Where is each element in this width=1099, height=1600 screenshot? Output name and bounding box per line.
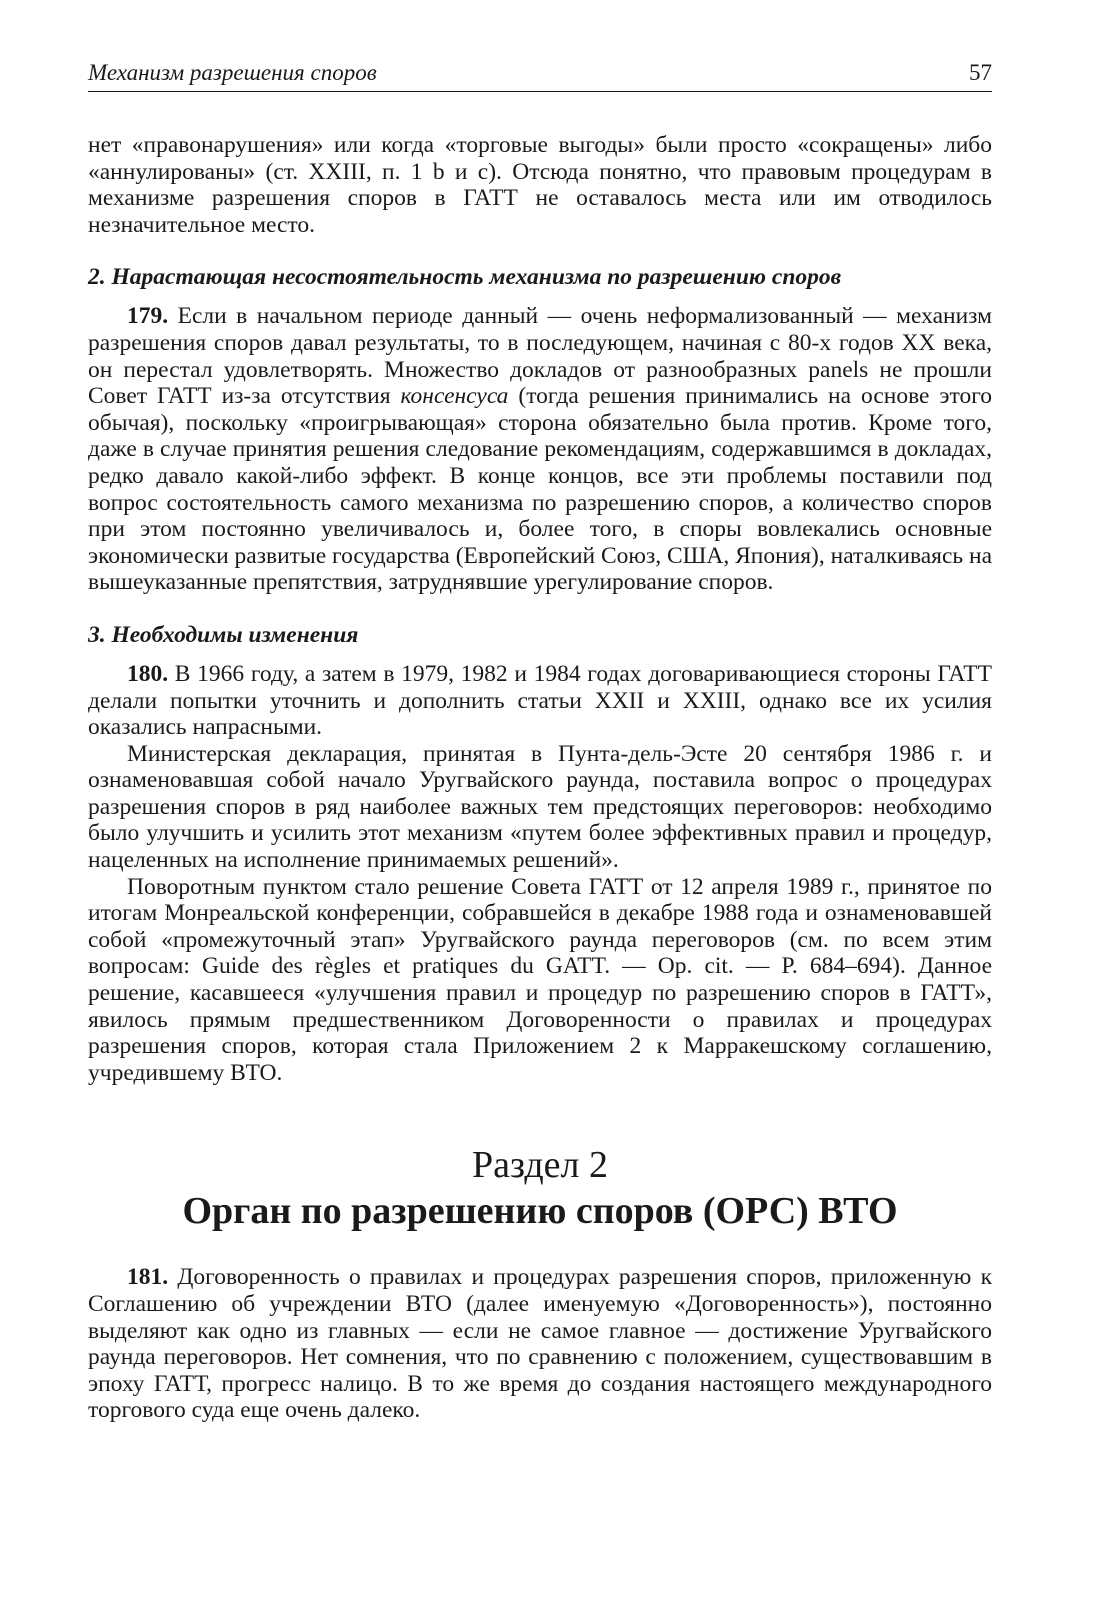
paragraph-181 [88,1264,992,1424]
paragraph-number: 180. [127,660,169,687]
page-number: 57 [969,60,992,85]
paragraph-number: 181. [127,1264,169,1291]
section-heading-2: 2. Нарастающая несостоятельность механизма по разрешению споров [88,264,842,291]
part-title [88,1142,992,1234]
paragraph-180-c: Поворотным пунктом стало решение Совета ГАТТ от 12 апреля 1989 г., принятое по итогам Монреальской конференции, собравшейся в декабре 1988 года и ознаменовавшей собой «промежуточный этап» Уругвайского раунда переговоров (см. по всем этим вопросам: Guide des règles et pratiques du GATT. — Op. cit. — P. 684–694). Данное решение, касавшееся «улучшения правил и процедур по разрешению споров в ГАТТ», явилось прямым предшественником Договоренности о правилах и процедурах разрешения споров, которая стала Приложением 2 к Марракешскому соглашению, учредившему ВТО. [88,873,992,1086]
italic-term: консенсуса [400,383,509,410]
paragraph-180 [88,661,992,741]
document-page [88,58,992,1424]
running-header [88,58,992,92]
paragraph-text: В 1966 году, а затем в 1979, 1982 и 1984 годах договаривающиеся стороны ГАТТ делали попытки уточнить и дополнить статьи XXII и XXIII, однако все их усилия оказались напрасными. [88,660,992,741]
page-body [88,132,992,1424]
paragraph-text: Если в начальном периоде данный — очень неформализованный — механизм разрешения споров давал результаты, то в последующем, начиная с 80-х годов XX века, он перестал удовлетворять. Множество докладов от разнообразных panels не прошли Совет ГАТТ из-за отсутствия [88,303,992,410]
paragraph-number: 179. [127,303,169,330]
part-label: Раздел 2 [472,1144,608,1187]
paragraph-continuation: нет «правонарушения» или когда «торговые выгоды» были просто «сокращены» либо «аннулированы» (ст. XXIII, п. 1 b и c). Отсюда понятно, что правовым процедурам в механизме разрешения споров в ГАТТ не оставалось места или им отводилось незначительное место. [88,132,992,238]
paragraph-180-b: Министерская декларация, принятая в Пунта-дель-Эсте 20 сентября 1986 г. и ознаменовавшая собой начало Уругвайского раунда, поставила вопрос о процедурах разрешения споров в ряд наиболее важных тем предстоящих переговоров: необходимо было улучшить и усилить этот механизм «путем более эффективных правил и процедур, нацеленных на исполнение принимаемых решений». [88,740,992,874]
section-heading-3: 3. Необходимы изменения [88,621,359,648]
paragraph-text: Договоренность о правилах и процедурах разрешения споров, приложенную к Соглашению об учреждении ВТО (далее именуемую «Договоренность»), постоянно выделяют как одно из главных — если не самое главное — достижение Уругвайского раунда переговоров. Нет сомнения, что по сравнению с положением, существовавшим в эпоху ГАТТ, прогресс налицо. В то же время до создания настоящего международного торгового суда еще очень далеко. [88,1264,992,1424]
part-name: Орган по разрешению споров (ОРС) ВТО [182,1190,898,1233]
paragraph-text: (тогда решения принимались на основе этого обычая), поскольку «проигрывающая» сторона обязательно была против. Кроме того, даже в случае принятия решения следование рекомендациям, содержавшимся в докладах, редко давало какой-либо эффект. В конце концов, все эти проблемы поставили под вопрос состоятельность самого механизма по разрешению споров, а количество споров при этом постоянно увеличивалось и, более того, в споры вовлекались основные экономически развитые государства (Европейский Союз, США, Япония), наталкиваясь на вышеуказанные препятствия, затруднявшие урегулирование споров. [88,383,992,596]
running-title: Механизм разрешения споров [88,60,377,85]
paragraph-179 [88,303,992,596]
